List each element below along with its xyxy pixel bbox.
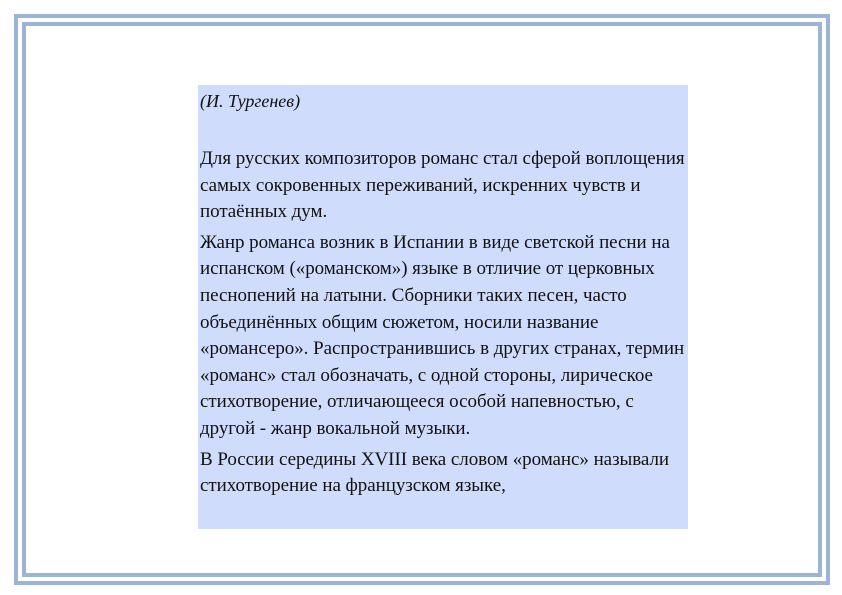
text-block xyxy=(198,85,688,529)
paragraph-3: В России середины XVIII века словом «романс» называли стихотворение на французском языке, xyxy=(200,448,670,497)
paragraph-2: Жанр романса возник в Испании в виде светской песни на испанском («романском») языке в отличие от церковных песнопений на латыни. Сборники таких песен, часто объединённых общим сюжетом, носили название «романсеро». Распространившись в других странах, термин «романс» стал обозначать, с одной стороны, лирическое стихотворение, отличающееся особой напевностью, с другой - жанр вокальной музыки. xyxy=(200,231,685,439)
author-attribution: (И. Тургенев) xyxy=(200,91,301,111)
blank-line xyxy=(198,113,688,146)
paragraph-1: Для русских композиторов романс стал сферой воплощения самых сокровенных переживаний, искренних чувств и потаённых дум. xyxy=(200,148,685,223)
